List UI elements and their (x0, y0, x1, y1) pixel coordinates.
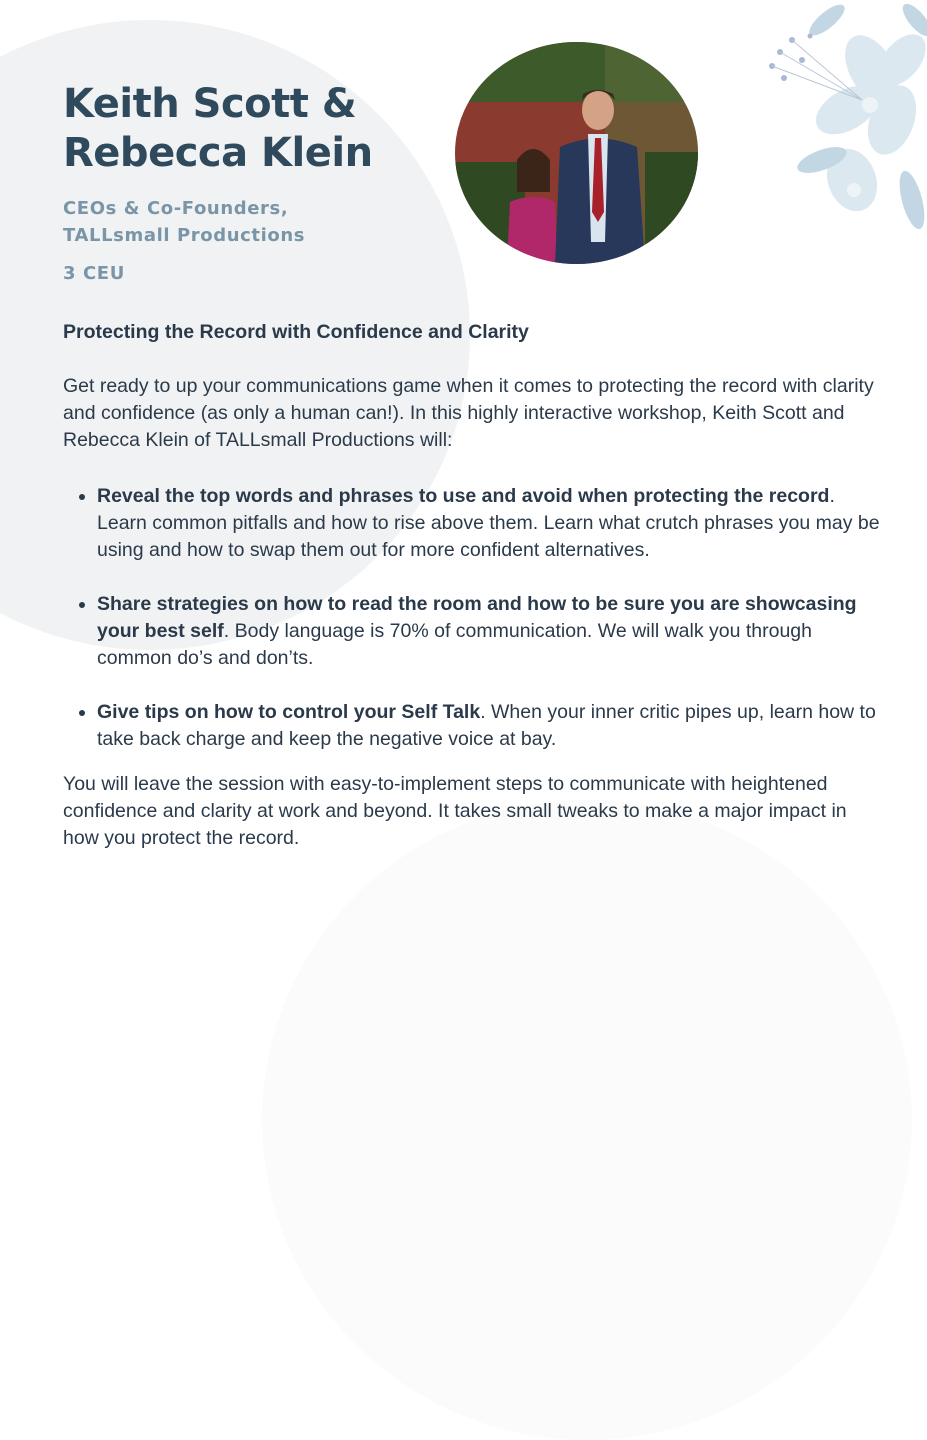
ceu-credit: 3 CEU (63, 263, 125, 284)
point-heading: Reveal the top words and phrases to use and avoid when protecting the record (97, 485, 830, 507)
point-text: . When your inner critic pipes up, learn how to take back charge and keep the negative voice at bay. (97, 701, 876, 750)
point-heading: Give tips on how to control your Self Talk (97, 701, 481, 723)
list-item (97, 699, 883, 753)
point-text: . Learn common pitfalls and how to rise above them. Learn what crutch phrases you may be using and how to swap them out for more confident alternatives. (97, 485, 880, 561)
speaker-name-line2: Rebecca Klein (63, 130, 373, 176)
point-heading: Share strategies on how to read the room and how to be sure you are showcasing your best self (97, 593, 857, 642)
speaker-role-line2: TALLsmall Productions (63, 225, 306, 246)
list-item (97, 591, 883, 672)
list-item (97, 483, 883, 564)
session-points (63, 483, 883, 753)
background-blob-bottom (262, 800, 912, 1440)
speaker-role-line1: CEOs & Co-Founders, (63, 198, 289, 219)
floral-decoration-icon (752, 0, 927, 245)
speaker-name-line1: Keith Scott & (63, 81, 357, 127)
speaker-photo (455, 42, 698, 264)
point-text: . Body language is 70% of communication. We will walk you through common do’s and don’ts. (97, 620, 812, 669)
speaker-role (63, 195, 305, 249)
session-title: Protecting the Record with Confidence and Clarity (63, 321, 529, 343)
session-description (63, 319, 883, 852)
speaker-name (63, 80, 373, 178)
session-closing: You will leave the session with easy-to-implement steps to communicate with heightened confidence and clarity at work and beyond. It takes small tweaks to make a major impact in how you protect the record. (63, 773, 847, 849)
session-intro: Get ready to up your communications game when it comes to protecting the record with clarity and confidence (as only a human can!). In this highly interactive workshop, Keith Scott and Rebecca Klein of TALLsmall Productions will: (63, 375, 874, 451)
